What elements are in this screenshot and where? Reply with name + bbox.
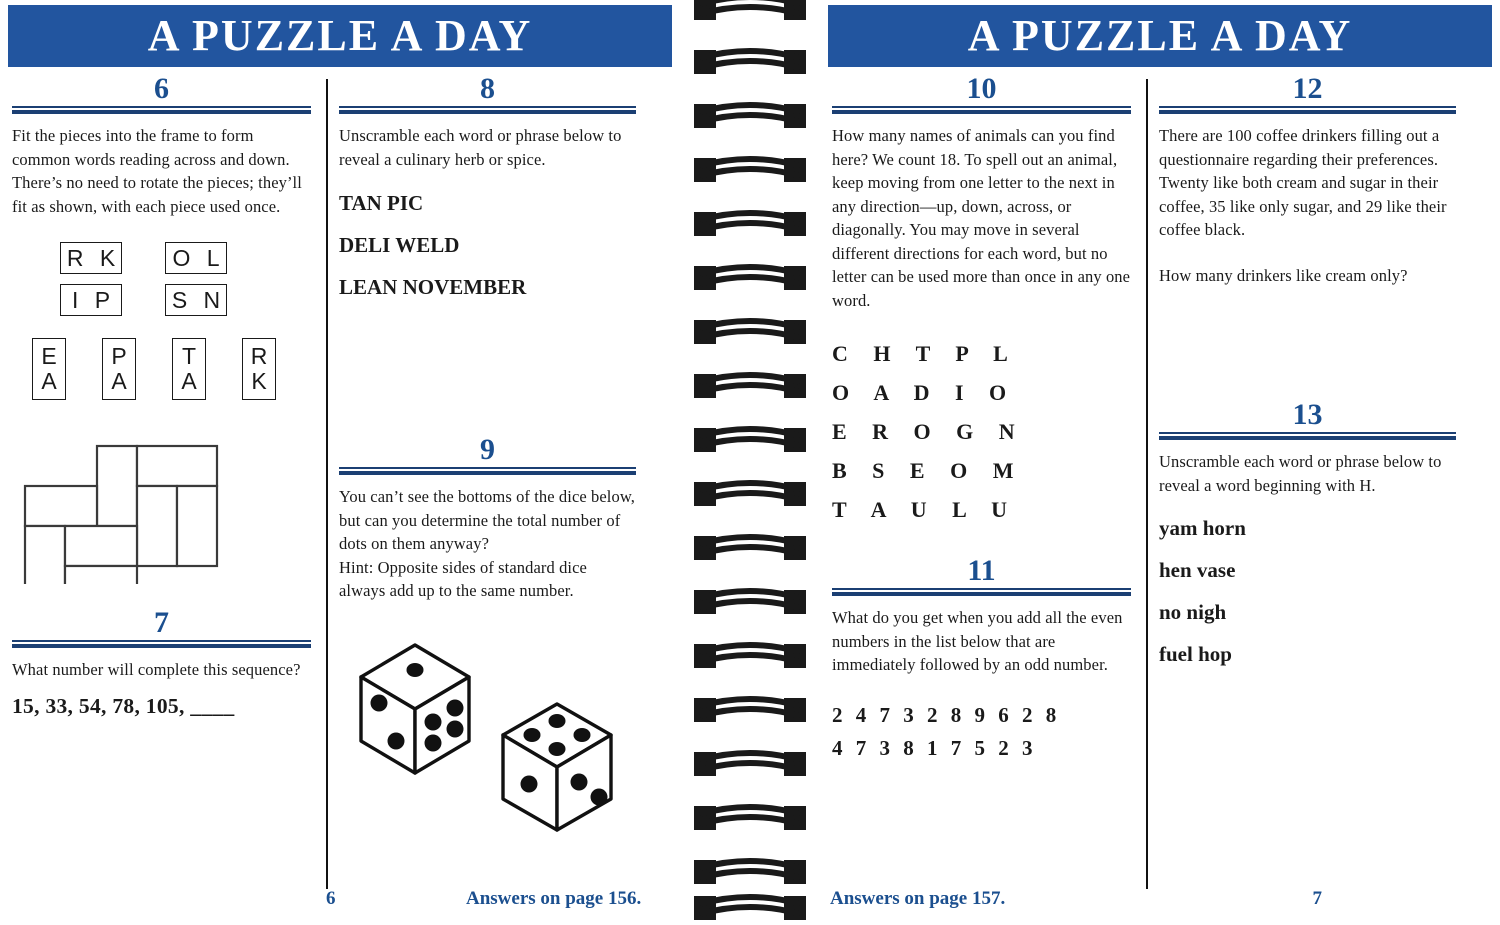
puzzle-13-entry: no nigh bbox=[1159, 600, 1227, 624]
frame-svg bbox=[20, 434, 310, 584]
puzzle-7-rule bbox=[12, 640, 311, 648]
answers-note: Answers on page 157. bbox=[830, 888, 1006, 909]
piece-tile-vertical bbox=[172, 338, 206, 400]
puzzle-12-paragraph-1: There are 100 coffee drinkers filling out a questionnaire regarding their preferences. Twenty like both cream and sugar in their coffee, 35 like only sugar, and 29 like their coffee black. bbox=[1159, 126, 1447, 239]
left-column-2 bbox=[325, 73, 650, 925]
puzzle-8-instructions: Unscramble each word or phrase below to reveal a culinary herb or spice. bbox=[339, 126, 622, 169]
puzzle-10-number: 10 bbox=[966, 72, 997, 105]
piece-letter-bottom: A bbox=[111, 368, 127, 394]
puzzle-11-number-list bbox=[832, 699, 1131, 765]
puzzle-11-number: 11 bbox=[967, 554, 996, 587]
piece-letter-top: P bbox=[111, 343, 127, 369]
puzzle-6-pieces-row-2 bbox=[60, 284, 311, 316]
piece-letter-top: E bbox=[41, 343, 57, 369]
letter-grid-row: E R O G N bbox=[832, 419, 1025, 444]
answers-note: Answers on page 156. bbox=[466, 888, 642, 909]
right-page bbox=[820, 0, 1500, 925]
number-list-row: 2 4 7 3 2 8 9 6 2 8 bbox=[832, 702, 1061, 727]
piece-tile: I P bbox=[60, 284, 122, 316]
left-page-columns bbox=[0, 67, 680, 925]
piece-tile: S N bbox=[165, 284, 227, 316]
piece-gap bbox=[66, 338, 102, 400]
piece-letter-top: T bbox=[181, 343, 197, 369]
puzzle-9-dice-diagram bbox=[343, 625, 636, 850]
letter-grid-row: O A D I O bbox=[832, 380, 1017, 405]
piece-tile: R K bbox=[60, 242, 122, 274]
puzzle-11 bbox=[832, 555, 1131, 765]
puzzle-13-instructions: Unscramble each word or phrase below to reveal a word beginning with H. bbox=[1159, 452, 1442, 495]
dice-svg bbox=[343, 625, 643, 845]
puzzle-13 bbox=[1159, 399, 1456, 665]
puzzle-13-entry: yam horn bbox=[1159, 516, 1246, 540]
puzzle-10-instructions: How many names of animals can you find here? We count 18. To spell out an animal, keep moving from one letter to the next in any direction—up, down, across, or diagonally. You may move in several different directions for each word, but no letter can be used more than once in any one word. bbox=[832, 126, 1131, 310]
puzzle-12 bbox=[1159, 73, 1456, 287]
left-page-footer bbox=[0, 887, 680, 911]
puzzle-9 bbox=[339, 434, 636, 850]
puzzle-6-frame-diagram bbox=[20, 434, 311, 589]
puzzle-12-paragraph-2: How many drinkers like cream only? bbox=[1159, 265, 1408, 285]
piece-tile-vertical bbox=[102, 338, 136, 400]
piece-letter-bottom: K bbox=[251, 368, 267, 394]
letter-grid-row: C H T P L bbox=[832, 341, 1018, 366]
puzzle-6-pieces-row-1 bbox=[60, 242, 311, 274]
puzzle-12-rule bbox=[1159, 106, 1456, 114]
puzzle-9-instructions-2: Hint: Opposite sides of standard dice always add up to the same number. bbox=[339, 557, 587, 600]
puzzle-10-rule bbox=[832, 106, 1131, 114]
puzzle-13-number: 13 bbox=[1292, 398, 1323, 431]
puzzle-9-number: 9 bbox=[480, 433, 495, 466]
page-number: 7 bbox=[1312, 888, 1322, 909]
letter-grid-row: T A U L U bbox=[832, 497, 1017, 522]
spiral-coil-svg bbox=[680, 0, 820, 925]
piece-letter-bottom: A bbox=[41, 368, 57, 394]
right-page-columns bbox=[820, 67, 1500, 925]
puzzle-13-rule bbox=[1159, 432, 1456, 440]
puzzle-7-sequence: 15, 33, 54, 78, 105, ____ bbox=[12, 693, 235, 718]
puzzle-8 bbox=[339, 73, 636, 298]
puzzle-10-letter-grid bbox=[832, 334, 1131, 529]
letter-grid-row: B S E O M bbox=[832, 458, 1024, 483]
piece-tile-vertical bbox=[32, 338, 66, 400]
puzzle-9-instructions-1: You can’t see the bottoms of the dice below, but can you determine the total number of dots on them anyway? bbox=[339, 487, 636, 553]
left-column-1 bbox=[0, 73, 325, 925]
puzzle-9-rule bbox=[339, 467, 636, 475]
puzzle-11-rule bbox=[832, 588, 1131, 596]
piece-gap bbox=[122, 242, 165, 274]
puzzle-8-rule bbox=[339, 106, 636, 114]
banner-title: A PUZZLE A DAY bbox=[147, 11, 533, 60]
right-column-1 bbox=[820, 73, 1145, 925]
coil-rings bbox=[694, 0, 806, 920]
puzzle-8-entry: TAN PIC bbox=[339, 191, 424, 215]
puzzle-6-pieces bbox=[12, 242, 311, 400]
piece-letter-bottom: A bbox=[181, 368, 197, 394]
number-list-row: 4 7 3 8 1 7 5 2 3 bbox=[832, 735, 1037, 760]
puzzle-11-instructions: What do you get when you add all the even numbers in the list below that are immediately followed by an odd number. bbox=[832, 608, 1123, 674]
puzzle-8-entry: LEAN NOVEMBER bbox=[339, 275, 527, 299]
piece-gap bbox=[206, 338, 242, 400]
puzzle-6-number: 6 bbox=[154, 72, 169, 105]
banner-title: A PUZZLE A DAY bbox=[967, 11, 1353, 60]
right-page-banner bbox=[828, 5, 1492, 67]
puzzle-10 bbox=[832, 73, 1131, 529]
piece-letter-top: R bbox=[250, 343, 268, 369]
piece-gap bbox=[136, 338, 172, 400]
puzzle-6-rule bbox=[12, 106, 311, 114]
left-page-banner bbox=[8, 5, 672, 67]
puzzle-12-number: 12 bbox=[1292, 72, 1323, 105]
puzzle-8-number: 8 bbox=[480, 72, 495, 105]
puzzle-7-number: 7 bbox=[154, 606, 169, 639]
page-number: 6 bbox=[326, 888, 336, 909]
puzzle-6-pieces-row-3 bbox=[32, 338, 311, 400]
puzzle-6-instructions: Fit the pieces into the frame to form common words reading across and down. There’s no need to rotate the pieces; they’ll fit as shown, with each piece used once. bbox=[12, 126, 302, 216]
piece-tile: O L bbox=[165, 242, 227, 274]
spiral-binding bbox=[680, 0, 820, 925]
puzzle-13-entry: hen vase bbox=[1159, 558, 1236, 582]
piece-tile-vertical bbox=[242, 338, 276, 400]
puzzle-7-instructions: What number will complete this sequence? bbox=[12, 660, 301, 679]
puzzle-8-entry: DELI WELD bbox=[339, 233, 460, 257]
puzzle-13-entry: fuel hop bbox=[1159, 642, 1232, 666]
right-page-footer bbox=[820, 887, 1500, 911]
right-column-2 bbox=[1145, 73, 1470, 925]
left-page bbox=[0, 0, 680, 925]
piece-gap bbox=[122, 284, 165, 316]
puzzle-7 bbox=[12, 607, 311, 719]
puzzle-6 bbox=[12, 73, 311, 589]
